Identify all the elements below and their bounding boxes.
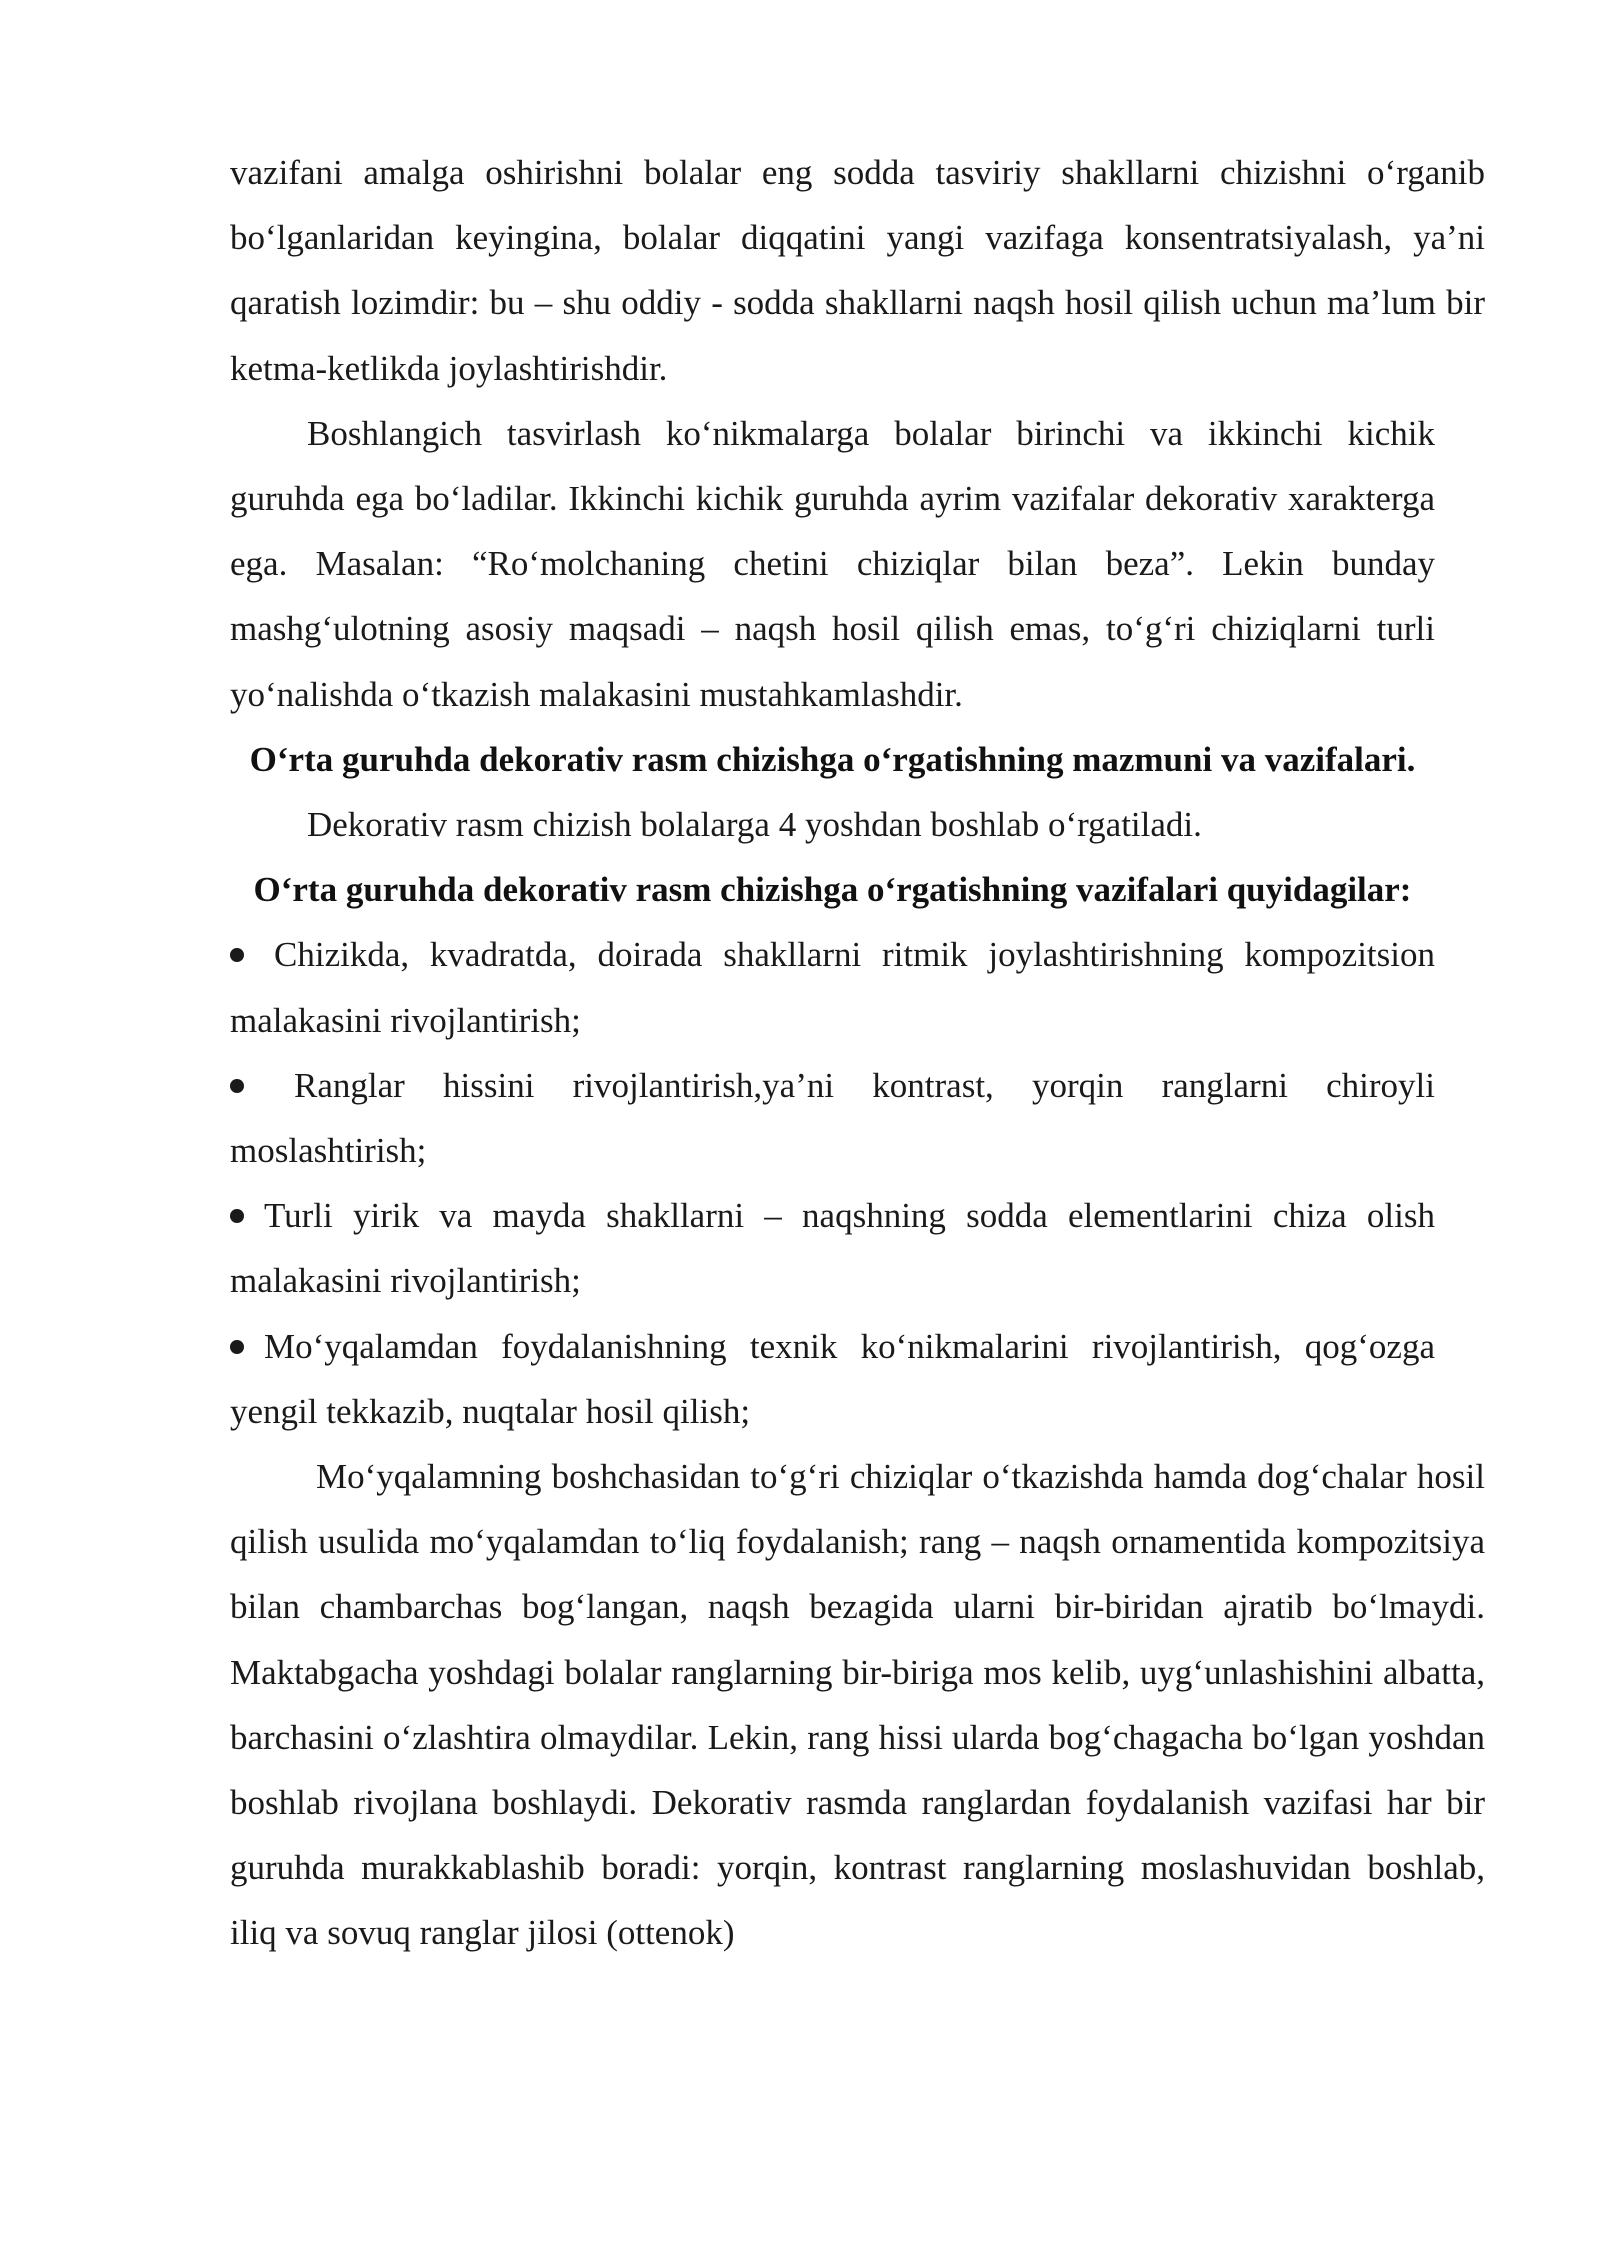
- bullet-icon: [230, 948, 244, 962]
- list-item-text: Chizikda, kvadratda, doirada shakllarni ritmik joylashtirishning kompozitsion malakasini rivojlantirish;: [230, 935, 1435, 1040]
- paragraph-basic-skills: Boshlangich tasvirlash ko‘nikmalarga bolalar birinchi va ikkinchi kichik guruhda ega bo‘ladilar. Ikkinchi kichik guruhda ayrim vazifalar dekorativ xarakterga ega. Masalan: “Ro‘molchaning chetini chiziqlar bilan beza”. Lekin bunday mashg‘ulotning asosiy maqsadi – naqsh hosil qilish emas, to‘g‘ri chiziqlarni turli yo‘nalishda o‘tkazish malakasini mustahkamlashdir.: [230, 413, 1435, 714]
- list-item-text: Mo‘yqalamdan foydalanishning texnik ko‘nikmalarini rivojlantirish, qog‘ozga yengil tekkazib, nuqtalar hosil qilish;: [230, 1326, 1435, 1431]
- task-bullet-list: [230, 922, 1485, 1444]
- list-item: [230, 1314, 1435, 1444]
- paragraph-brush-technique: Mo‘yqalamning boshchasidan to‘g‘ri chiziqlar o‘tkazishda hamda dog‘chalar hosil qilish usulida mo‘yqalamdan to‘liq foydalanish; rang – naqsh ornamentida kompozitsiya bilan chambarchas bog‘langan, naqsh bezagida ularni bir-biridan ajratib bo‘lmaydi. Maktabgacha yoshdagi bolalar ranglarning bir-biriga mos kelib, uyg‘unlashishini albatta, barchasini o‘zlashtira olmaydilar. Lekin, rang hissi ularda bog‘chagacha bo‘lgan yoshdan boshlab rivojlana boshlaydi. Dekorativ rasmda ranglardan foydalanish vazifasi har bir guruhda murakkablashib boradi: yorqin, kontrast ranglarning moslashuvidan boshlab, iliq va sovuq ranglar jilosi (ottenok): [230, 1457, 1485, 1953]
- section-heading-content: O‘rta guruhda dekorativ rasm chizishga o‘rgatishning mazmuni va vazifalari.: [249, 739, 1416, 779]
- list-item-text: Ranglar hissini rivojlantirish,ya’ni kontrast, yorqin ranglarni chiroyli moslashtirish;: [230, 1065, 1435, 1171]
- document-page: [230, 140, 1485, 1966]
- paragraph-age-start: Dekorativ rasm chizish bolalarga 4 yoshdan boshlab o‘rgatiladi.: [307, 805, 1202, 845]
- section-heading-tasks: O‘rta guruhda dekorativ rasm chizishga o‘rgatishning vazifalari quyidagilar:: [253, 870, 1412, 910]
- list-item: [230, 922, 1435, 1052]
- list-item: [230, 1053, 1435, 1183]
- bullet-icon: [230, 1079, 244, 1093]
- paragraph-intro: vazifani amalga oshirishni bolalar eng sodda tasviriy shakllarni chizishni o‘rganib bo‘lganlaridan keyingina, bolalar diqqatini yangi vazifaga konsentratsiyalash, ya’ni qaratish lozimdir: bu – shu oddiy - sodda shakllarni naqsh hosil qilish uchun ma’lum bir ketma-ketlikda joylashtirishdir.: [230, 153, 1485, 388]
- bullet-icon: [230, 1340, 244, 1354]
- list-item-text: Turli yirik va mayda shakllarni – naqshning sodda elementlarini chiza olish malakasini rivojlantirish;: [230, 1196, 1435, 1301]
- bullet-icon: [230, 1209, 244, 1223]
- list-item: [230, 1183, 1435, 1313]
